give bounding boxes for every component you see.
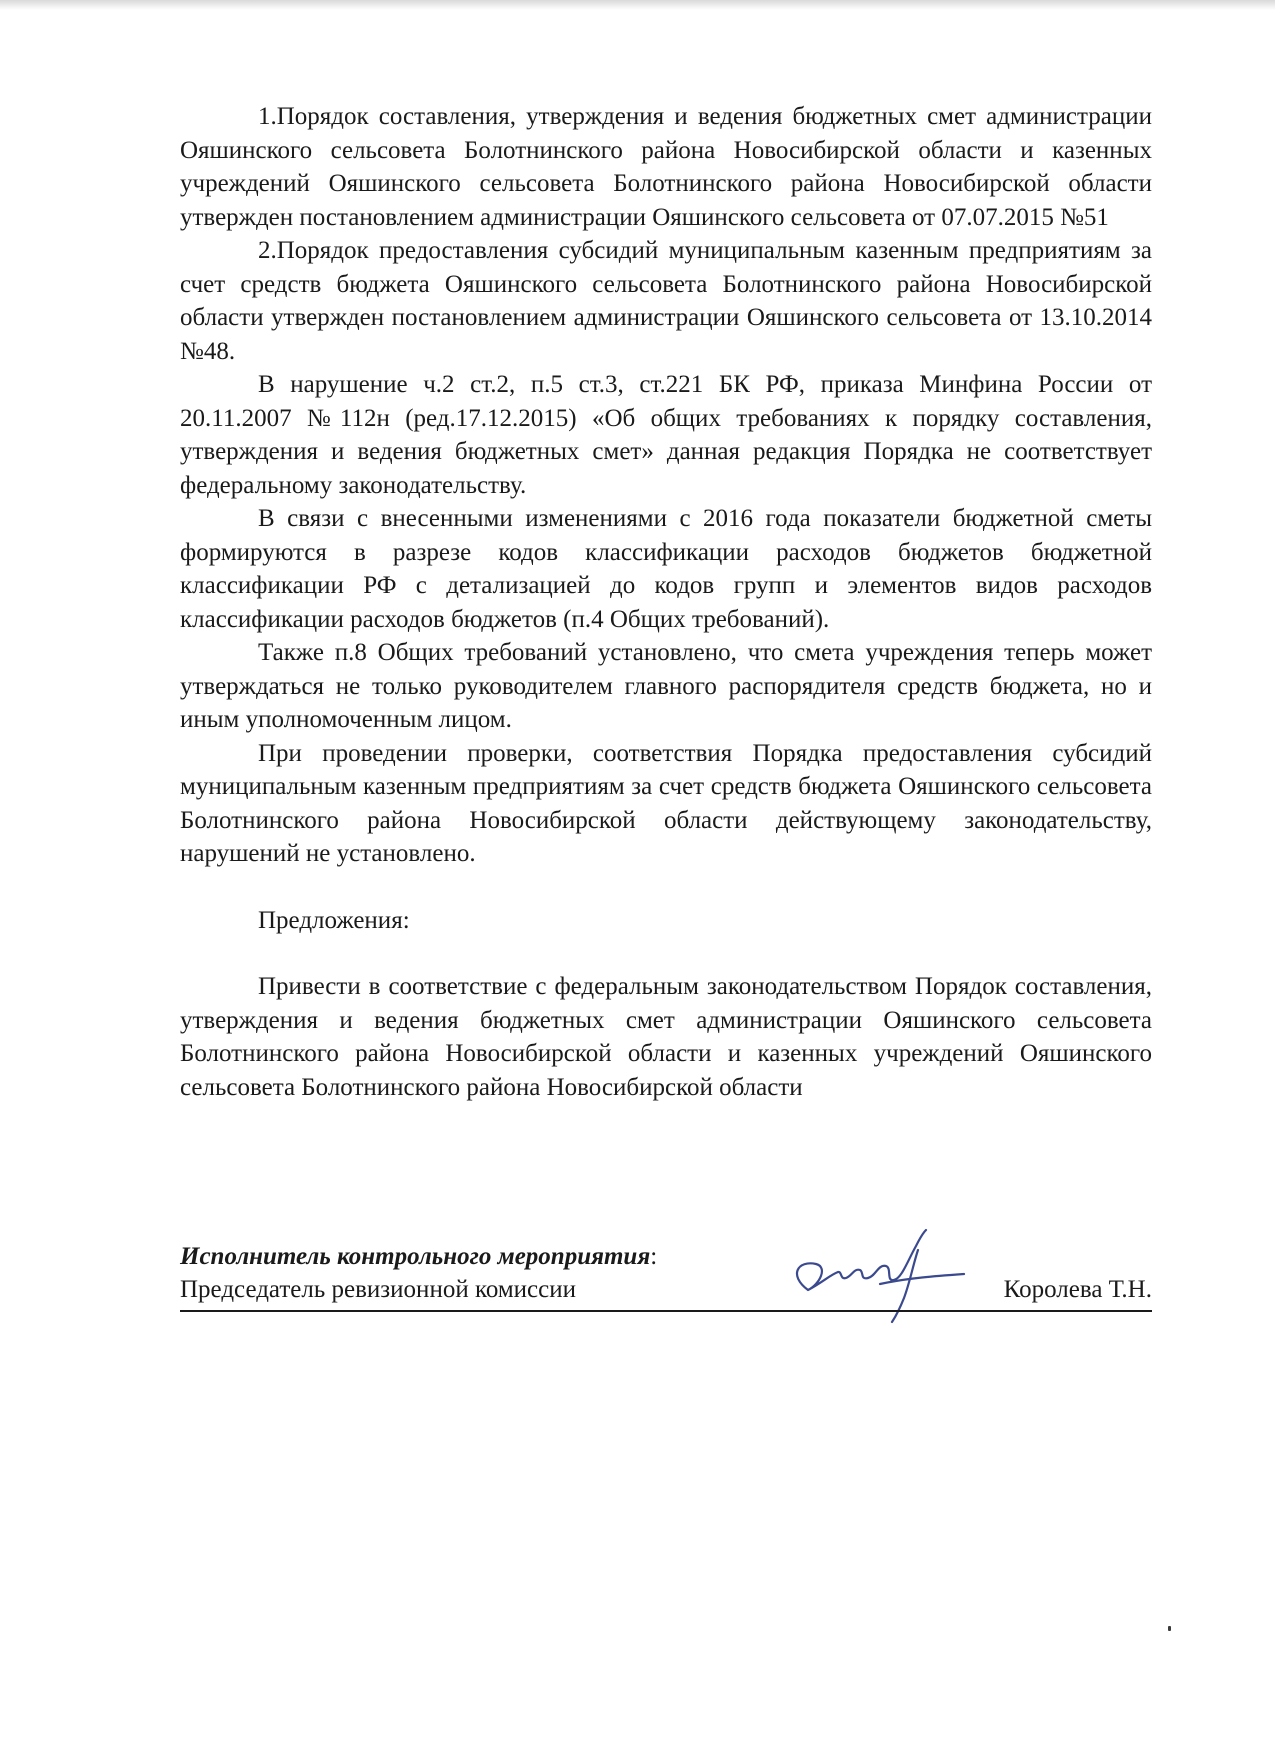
scan-edge-shadow (0, 0, 1275, 10)
signer-name: Королева Т.Н. (1003, 1276, 1152, 1303)
signature-block (180, 1240, 1152, 1306)
signer-position: Председатель ревизионной комиссии (180, 1276, 576, 1303)
performer-label: Исполнитель контрольного мероприятия (180, 1243, 651, 1270)
handwritten-signature (768, 1220, 968, 1330)
paragraph-1: 1.Порядок составления, утверждения и ведения бюджетных смет администрации Ояшинского сельсовета Болотнинского района Новосибирской области и казенных учреждений Ояшинского сельсовета Болотнинского района Новосибирской области утвержден постановлением администрации Ояшинского сельсовета от 07.07.2015 №51 (180, 103, 1152, 231)
paragraph-5: Также п.8 Общих требований установлено, что смета учреждения теперь может утверждаться не только руководителем главного распорядителя средств бюджета, но и иным уполномоченным лицом. (180, 639, 1152, 733)
paragraph-2: 2.Порядок предоставления субсидий муниципальным казенным предприятиям за счет средств бюджета Ояшинского сельсовета Болотнинского района Новосибирской области утвержден постановлением администрации Ояшинского сельсовета от 13.10.2014 №48. (180, 237, 1152, 365)
paragraph-4: В связи с внесенными изменениями с 2016 года показатели бюджетной сметы формируются в разрезе кодов классификации расходов бюджетов бюджетной классификации РФ с детализацией до кодов групп и элементов видов расходов классификации расходов бюджетов (п.4 Общих требований). (180, 505, 1152, 633)
document-body (180, 100, 1152, 1104)
signature-underline (180, 1310, 1152, 1312)
proposals-text: Привести в соответствие с федеральным законодательством Порядок составления, утверждения и ведения бюджетных смет администрации Ояшинского сельсовета Болотнинского района Новосибирской области и казенных учреждений Ояшинского сельсовета Болотнинского района Новосибирской области (180, 973, 1152, 1101)
proposals-heading: Предложения: (258, 906, 410, 934)
signature-row (180, 1273, 1152, 1306)
performer-line (180, 1240, 1152, 1273)
paragraph-6: При проведении проверки, соответствия Порядка предоставления субсидий муниципальным казенным предприятиям за счет средств бюджета Ояшинского сельсовета Болотнинского района Новосибирской области действующему законодательству, нарушений не установлено. (180, 739, 1152, 867)
paragraph-3: В нарушение ч.2 ст.2, п.5 ст.3, ст.221 БК РФ, приказа Минфина России от 20.11.2007 №112н (ред.17.12.2015) «Об общих требованиях к порядку составления, утверждения и ведения бюджетных смет» данная редакция Порядка не соответствует федеральному законодательству. (180, 371, 1152, 499)
scan-speck (1168, 1626, 1171, 1631)
performer-label-colon: : (650, 1243, 658, 1270)
